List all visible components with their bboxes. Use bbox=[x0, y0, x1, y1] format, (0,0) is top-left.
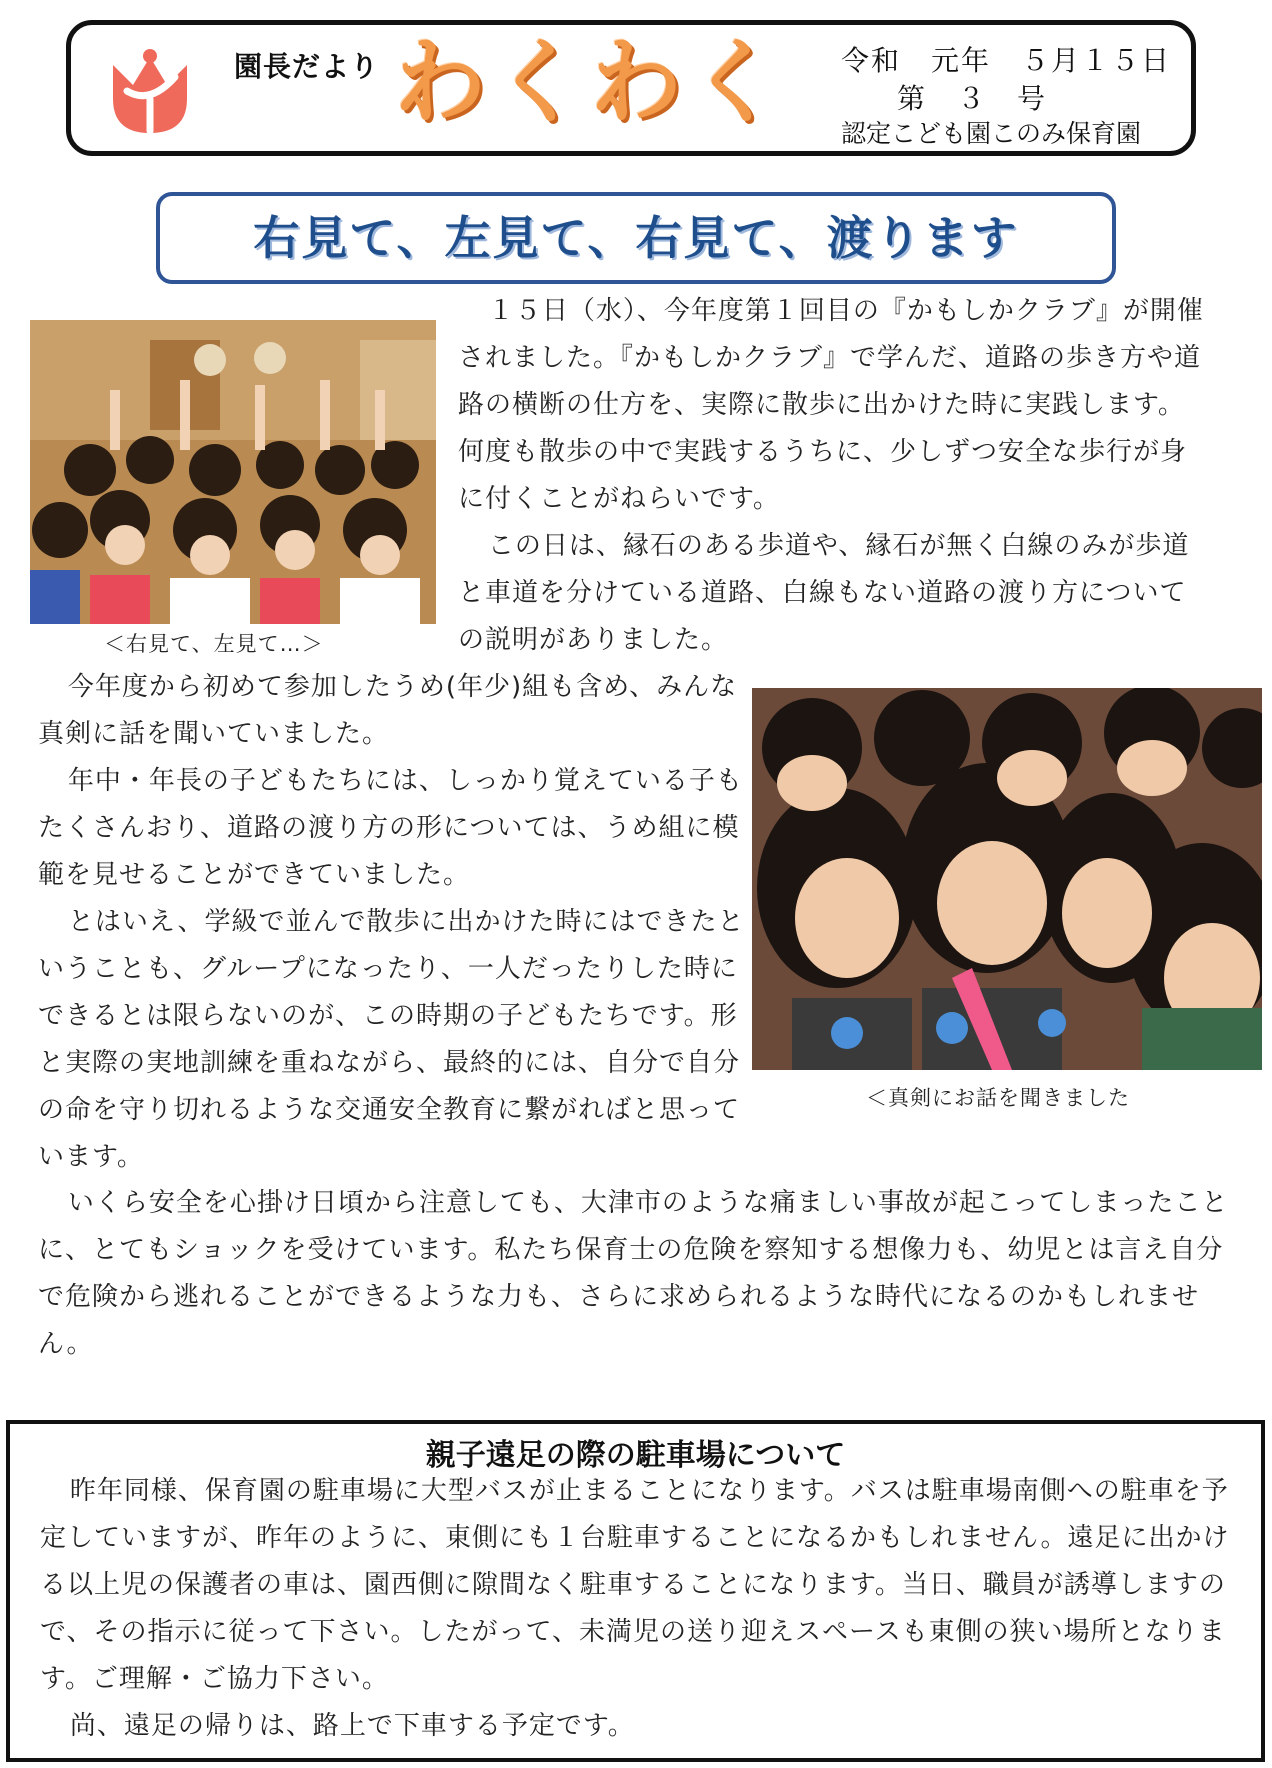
body-paragraph: 年中・年長の子どもたちには、しっかり覚えている子もたくさんおり、道路の渡り方の形については、うめ組に模範を見せることができていました。 bbox=[38, 766, 743, 890]
newsletter-tagline: 園長だより bbox=[234, 50, 380, 83]
parking-paragraph: 尚、遠足の帰りは、路上で下車する予定です。 bbox=[69, 1711, 635, 1741]
intro-paragraph: １５日（水）、今年度第１回目の『かもしかクラブ』が開催されました。『かもしかクラブ』で学んだ、道路の歩き方や道路の横断の仕方を、実際に散歩に出かけた時に実践します。何度も散歩の中で実践するうちに、少しずつ安全な歩行が身に付くことがねらいです。 bbox=[458, 296, 1204, 514]
closing-text bbox=[38, 1180, 1233, 1368]
parking-notice-body bbox=[40, 1468, 1240, 1750]
photo-caption: ＜真剣にお話を聞きました bbox=[866, 1086, 1130, 1110]
issue-number: 第 ３ 号 bbox=[897, 82, 1048, 115]
parking-notice-box bbox=[6, 1420, 1265, 1762]
photo-children-listening-icon bbox=[752, 688, 1262, 1070]
issue-date: 令和 元年 ５月１５日 bbox=[841, 44, 1172, 77]
school-name: 認定こども園このみ保育園 bbox=[841, 119, 1142, 148]
closing-paragraph: いくら安全を心掛け日頃から注意しても、大津市のような痛ましい事故が起こってしまったことに、とてもショックを受けています。私たち保育士の危険を察知する想像力も、幼児とは言え自分で危険から逃れることができるような力も、さらに求められるような時代になるのかもしれません。 bbox=[38, 1188, 1229, 1359]
intro-text bbox=[458, 288, 1206, 664]
body-text bbox=[38, 664, 754, 1181]
body-paragraph: 今年度から初めて参加したうめ(年少)組も含め、みんな真剣に話を聞いていました。 bbox=[38, 672, 738, 749]
tulip-person-logo-icon bbox=[105, 47, 195, 137]
parking-notice-title: 親子遠足の際の駐車場について bbox=[425, 1438, 846, 1473]
photo-caption: ＜右見て、左見て…＞ bbox=[104, 632, 324, 656]
newsletter-header bbox=[66, 20, 1196, 156]
photo-children-raising-hands-icon bbox=[30, 320, 436, 624]
article-headline: 右見て、左見て、右見て、渡ります bbox=[156, 192, 1116, 284]
intro-paragraph: この日は、縁石のある歩道や、縁石が無く白線のみが歩道と車道を分けている道路、白線もない道路の渡り方についての説明がありました。 bbox=[458, 531, 1190, 655]
body-paragraph: とはいえ、学級で並んで散歩に出かけた時にはできたということも、グループになったり、一人だったりした時にできるとは限らないのが、この時期の子どもたちです。形と実際の実地訓練を重ねながら、最終的には、自分で自分の命を守り切れるような交通安全教育に繋がればと思っています。 bbox=[38, 907, 745, 1172]
parking-paragraph: 昨年同様、保育園の駐車場に大型バスが止まることになります。バスは駐車場南側への駐車を予定していますが、昨年のように、東側にも１台駐車することになるかもしれません。遠足に出かける以上児の保護者の車は、園西側に隙間なく駐車することになります。当日、職員が誘導しますので、その指示に従って下さい。したがって、未満児の送り迎えスペースも東側の狭い場所となります。ご理解・ご協力下さい。 bbox=[40, 1476, 1230, 1694]
newsletter-title: わくわく bbox=[394, 29, 787, 136]
